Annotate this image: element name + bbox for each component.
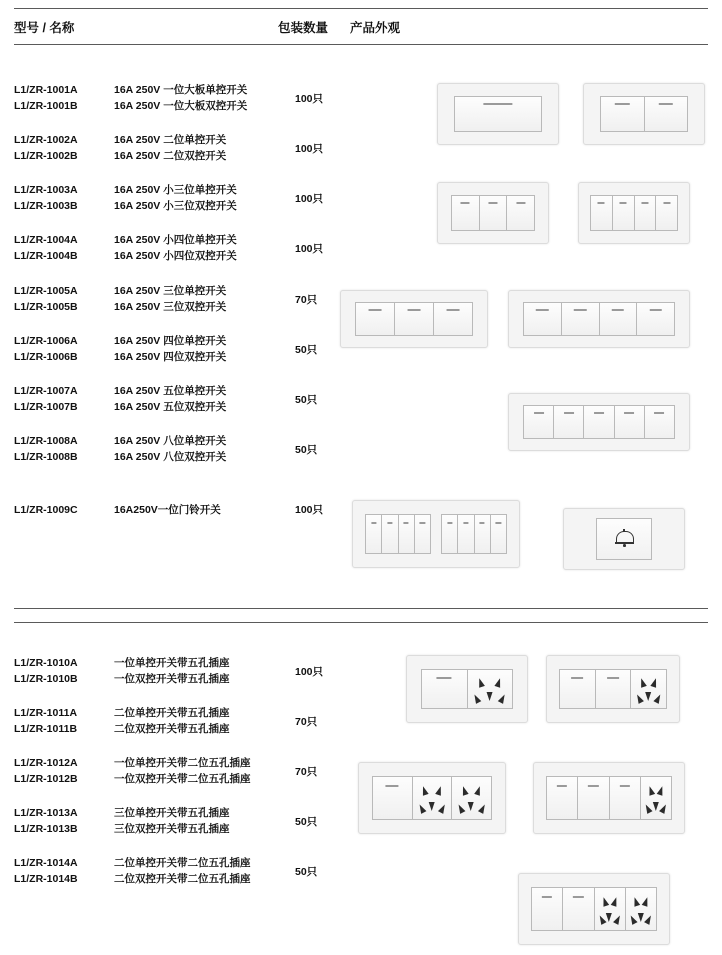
model-desc: 16A 250V 小三位单控开关 (114, 184, 237, 196)
model-code: L1/ZR-1006B (14, 351, 78, 363)
product-image-1014 (518, 873, 670, 945)
package-qty: 100只 (295, 243, 324, 255)
model-code: L1/ZR-1013B (14, 823, 78, 835)
model-desc: 16A 250V 二位单控开关 (114, 134, 227, 146)
switch-key (395, 303, 434, 335)
switch-key (596, 670, 632, 708)
model-code: L1/ZR-1010B (14, 673, 78, 685)
switch-key (455, 97, 541, 131)
switch-key (524, 406, 554, 438)
switch-key (637, 303, 674, 335)
switch-key (563, 888, 594, 930)
five-hole-socket (452, 777, 491, 819)
model-desc: 16A 250V 小四位单控开关 (114, 234, 237, 246)
model-code: L1/ZR-1001A (14, 84, 78, 96)
model-desc: 一位双控开关带二位五孔插座 (114, 773, 251, 785)
product-image-1007 (508, 393, 690, 451)
switch-key (434, 303, 472, 335)
model-code: L1/ZR-1012B (14, 773, 78, 785)
section-rule-bottom (14, 622, 708, 623)
header-model: 型号 / 名称 (14, 21, 75, 35)
package-qty: 100只 (295, 143, 324, 155)
model-code: L1/ZR-1012A (14, 757, 78, 769)
switch-key (591, 196, 613, 230)
switch-key (507, 196, 534, 230)
section-rule-top (14, 608, 708, 609)
switch-key (645, 406, 674, 438)
switch-key (399, 515, 415, 553)
package-qty: 50只 (295, 816, 318, 828)
model-desc: 16A 250V 三位单控开关 (114, 285, 227, 297)
model-code: L1/ZR-1005B (14, 301, 78, 313)
product-image-1006 (508, 290, 690, 348)
switch-key (491, 515, 506, 553)
product-image-1012 (358, 762, 506, 834)
switch-key (613, 196, 635, 230)
model-desc: 一位单控开关带五孔插座 (114, 657, 230, 669)
model-desc: 二位单控开关带二位五孔插座 (114, 857, 251, 869)
model-desc: 二位单控开关带五孔插座 (114, 707, 230, 719)
doorbell-icon (597, 519, 651, 559)
switch-key (475, 515, 491, 553)
model-code: L1/ZR-1010A (14, 657, 78, 669)
product-image-1009 (563, 508, 685, 570)
switch-key (366, 515, 382, 553)
model-code: L1/ZR-1003A (14, 184, 78, 196)
package-qty: 50只 (295, 866, 318, 878)
model-code: L1/ZR-1014A (14, 857, 78, 869)
model-code: L1/ZR-1007B (14, 401, 78, 413)
switch-key (635, 196, 657, 230)
product-image-1011 (546, 655, 680, 723)
switch-key (615, 406, 645, 438)
header-rule-bottom (14, 44, 708, 45)
model-desc: 二位双控开关带五孔插座 (114, 723, 230, 735)
model-code: L1/ZR-1005A (14, 285, 78, 297)
switch-key (600, 303, 638, 335)
model-desc: 16A 250V 一位大板单控开关 (114, 84, 248, 96)
package-qty: 100只 (295, 193, 324, 205)
switch-key (524, 303, 562, 335)
package-qty: 70只 (295, 766, 318, 778)
model-code: L1/ZR-1008A (14, 435, 78, 447)
switch-key (532, 888, 563, 930)
model-desc: 16A 250V 小四位双控开关 (114, 250, 237, 262)
model-desc: 16A 250V 五位双控开关 (114, 401, 227, 413)
five-hole-socket (595, 888, 626, 930)
model-desc: 16A 250V 四位双控开关 (114, 351, 227, 363)
model-code: L1/ZR-1006A (14, 335, 78, 347)
model-code: L1/ZR-1002A (14, 134, 78, 146)
switch-key (560, 670, 596, 708)
package-qty: 70只 (295, 716, 318, 728)
model-desc: 16A 250V 四位单控开关 (114, 335, 227, 347)
product-image-1001a (437, 83, 559, 145)
model-desc: 一位单控开关带二位五孔插座 (114, 757, 251, 769)
switch-key (578, 777, 609, 819)
switch-key (480, 196, 508, 230)
model-code: L1/ZR-1004A (14, 234, 78, 246)
product-image-1010 (406, 655, 528, 723)
package-qty: 50只 (295, 394, 318, 406)
model-code: L1/ZR-1009C (14, 504, 78, 516)
model-desc: 一位双控开关带五孔插座 (114, 673, 230, 685)
switch-key (584, 406, 614, 438)
model-code: L1/ZR-1001B (14, 100, 78, 112)
model-code: L1/ZR-1002B (14, 150, 78, 162)
package-qty: 70只 (295, 294, 318, 306)
package-qty: 100只 (295, 504, 324, 516)
model-desc: 16A 250V 三位双控开关 (114, 301, 227, 313)
model-code: L1/ZR-1004B (14, 250, 78, 262)
product-image-1003 (437, 182, 549, 244)
package-qty: 50只 (295, 444, 318, 456)
header-appearance: 产品外观 (350, 21, 401, 35)
model-desc: 三位单控开关带五孔插座 (114, 807, 230, 819)
switch-key (458, 515, 474, 553)
switch-key (452, 196, 480, 230)
model-desc: 16A 250V 八位双控开关 (114, 451, 227, 463)
model-code: L1/ZR-1011A (14, 707, 78, 719)
switch-key (373, 777, 413, 819)
model-desc: 二位双控开关带二位五孔插座 (114, 873, 251, 885)
switch-key (356, 303, 395, 335)
switch-key (562, 303, 600, 335)
header-rule-top (14, 8, 708, 9)
switch-key (442, 515, 458, 553)
product-image-1008 (352, 500, 520, 568)
switch-key (547, 777, 578, 819)
switch-key (554, 406, 584, 438)
five-hole-socket (413, 777, 453, 819)
five-hole-socket (468, 670, 513, 708)
switch-key (422, 670, 468, 708)
model-desc: 三位双控开关带五孔插座 (114, 823, 230, 835)
five-hole-socket (626, 888, 656, 930)
product-image-1001b (583, 83, 705, 145)
package-qty: 100只 (295, 93, 324, 105)
switch-key (645, 97, 688, 131)
model-desc: 16A 250V 一位大板双控开关 (114, 100, 248, 112)
product-image-1005 (340, 290, 488, 348)
model-code: L1/ZR-1003B (14, 200, 78, 212)
model-desc: 16A 250V 小三位双控开关 (114, 200, 237, 212)
package-qty: 50只 (295, 344, 318, 356)
model-code: L1/ZR-1013A (14, 807, 78, 819)
model-desc: 16A 250V 二位双控开关 (114, 150, 227, 162)
product-image-1004 (578, 182, 690, 244)
five-hole-socket (631, 670, 666, 708)
switch-key (382, 515, 398, 553)
switch-key (415, 515, 430, 553)
product-image-1013 (533, 762, 685, 834)
model-desc: 16A 250V 五位单控开关 (114, 385, 227, 397)
model-code: L1/ZR-1014B (14, 873, 78, 885)
switch-key (610, 777, 641, 819)
model-desc: 16A250V一位门铃开关 (114, 504, 221, 516)
package-qty: 100只 (295, 666, 324, 678)
model-desc: 16A 250V 八位单控开关 (114, 435, 227, 447)
switch-key (601, 97, 645, 131)
model-code: L1/ZR-1008B (14, 451, 78, 463)
model-code: L1/ZR-1007A (14, 385, 78, 397)
header-quantity: 包装数量 (278, 21, 329, 35)
five-hole-socket (641, 777, 671, 819)
model-code: L1/ZR-1011B (14, 723, 78, 735)
switch-key (656, 196, 677, 230)
